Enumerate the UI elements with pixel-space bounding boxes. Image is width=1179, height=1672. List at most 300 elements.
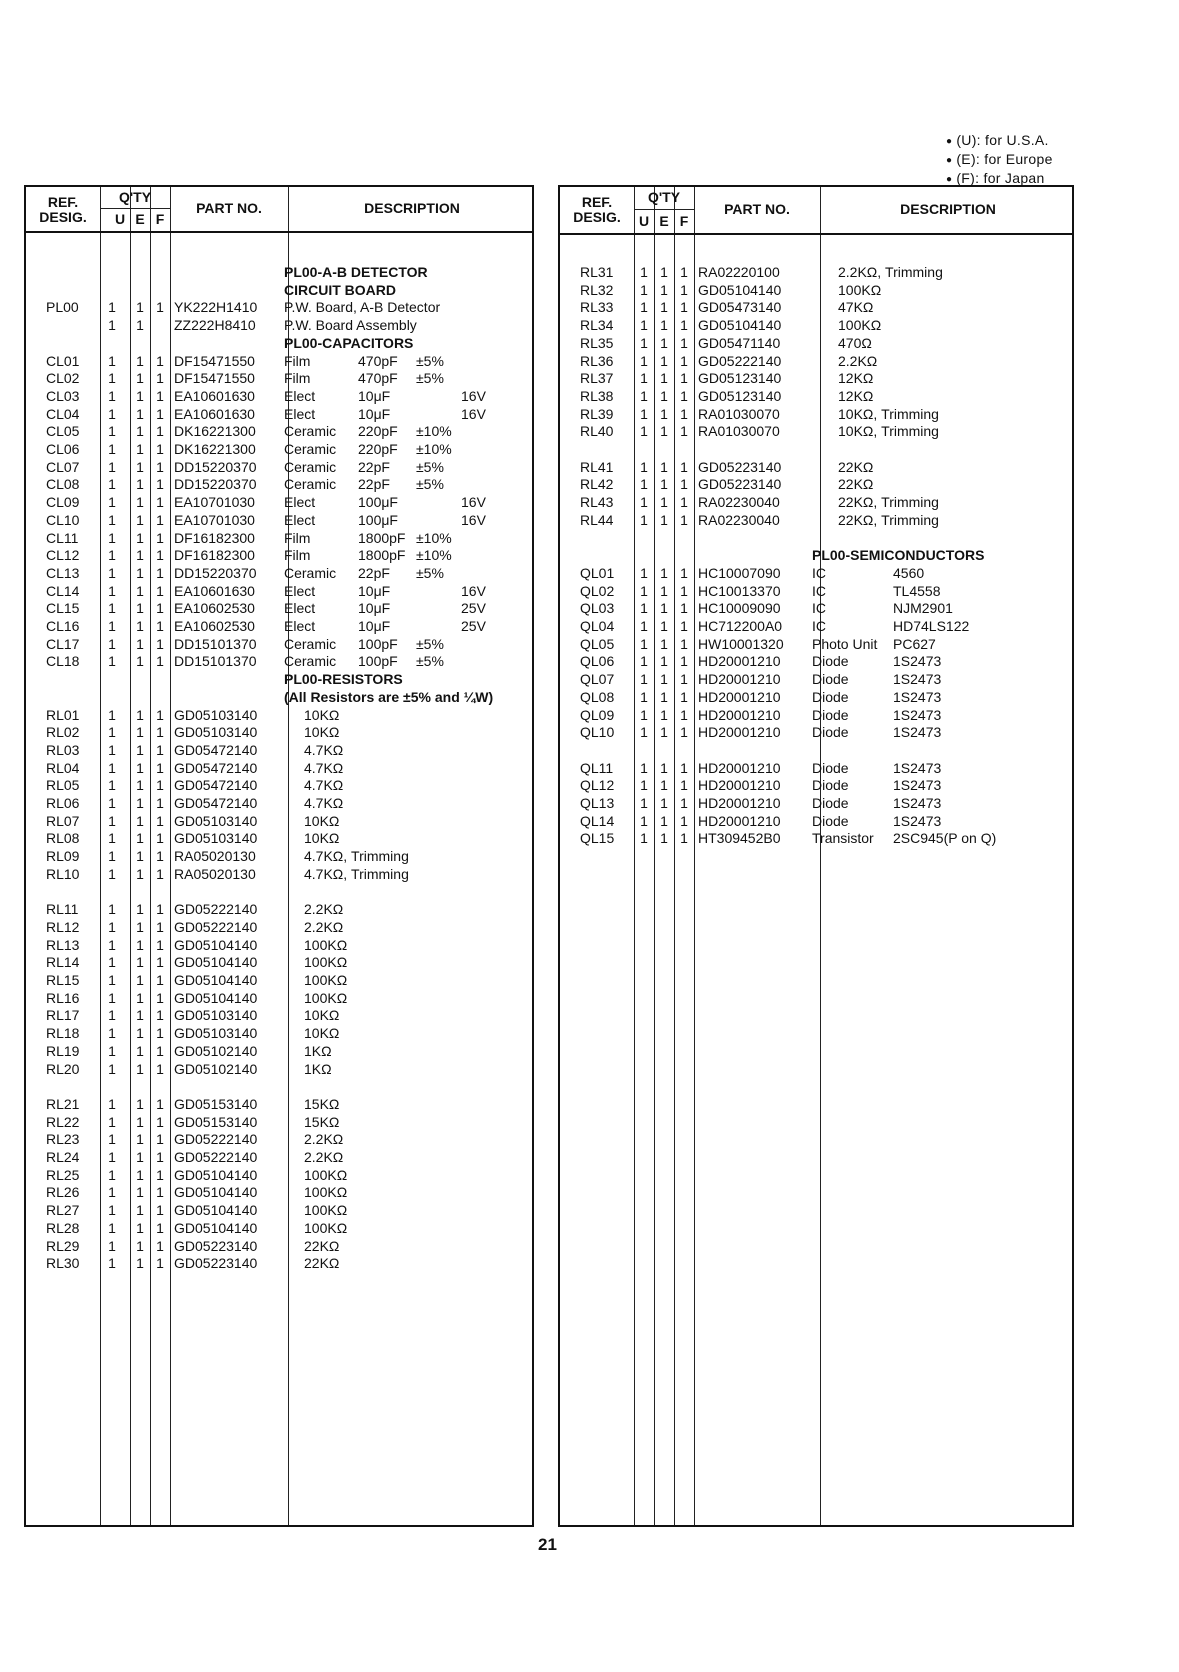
table-row xyxy=(26,883,532,901)
table-row xyxy=(26,759,532,777)
qty-u: 1 xyxy=(640,600,648,617)
header-description: DESCRIPTION xyxy=(900,201,996,217)
qty-f: 1 xyxy=(680,635,688,652)
qty-f: 1 xyxy=(156,494,164,511)
qty-u: 1 xyxy=(108,1131,116,1148)
table-row xyxy=(560,405,1072,423)
qty-f: 1 xyxy=(156,618,164,634)
description-value: 100KΩ xyxy=(304,1184,348,1201)
part-no: GD05223140 xyxy=(698,458,782,475)
ref-desig: RL27 xyxy=(46,1202,80,1219)
table-row xyxy=(560,582,1072,600)
ref-desig: QL11 xyxy=(580,759,614,776)
ref-desig: CL06 xyxy=(46,441,80,457)
qty-f: 1 xyxy=(680,724,688,741)
table-row xyxy=(560,369,1072,387)
ref-desig: QL10 xyxy=(580,724,615,741)
ref-desig: RL02 xyxy=(46,724,80,741)
description-type: IC xyxy=(812,600,826,617)
description-value: 100KΩ xyxy=(304,936,348,953)
table-row xyxy=(26,281,532,299)
qty-f: 1 xyxy=(156,476,164,493)
description-type: Photo Unit xyxy=(812,635,878,652)
header-e: E xyxy=(659,213,669,229)
description-value: 470pF xyxy=(358,370,398,387)
qty-f: 1 xyxy=(680,281,688,298)
description-value: 100KΩ xyxy=(304,1166,348,1183)
qty-f: 1 xyxy=(156,1237,164,1254)
qty-u: 1 xyxy=(640,281,648,298)
qty-u: 1 xyxy=(640,795,648,811)
description-value: 4.7KΩ xyxy=(304,759,344,776)
description-value: 47KΩ xyxy=(838,299,874,316)
qty-u: 1 xyxy=(640,299,648,316)
description-value: 4.7KΩ xyxy=(304,777,344,794)
legend-japan: ● (F): for Japan xyxy=(946,170,1053,189)
ref-desig: RL12 xyxy=(46,918,80,935)
ref-desig: PL00 xyxy=(46,299,79,316)
header-qty: Q'TY xyxy=(647,189,681,205)
qty-u: 1 xyxy=(108,1166,116,1183)
description-type: IC xyxy=(812,582,826,599)
ref-desig: RL13 xyxy=(46,936,80,953)
qty-f: 1 xyxy=(156,387,164,404)
table-row xyxy=(26,865,532,883)
qty-f: 1 xyxy=(680,812,688,829)
qty-e: 1 xyxy=(136,299,144,316)
ref-desig: RL29 xyxy=(46,1237,80,1254)
ref-desig: RL23 xyxy=(46,1131,80,1148)
qty-e: 1 xyxy=(660,352,668,369)
qty-e: 1 xyxy=(136,1202,144,1219)
table-row xyxy=(26,1095,532,1113)
ref-desig: CL09 xyxy=(46,494,80,511)
qty-f: 1 xyxy=(680,564,688,581)
qty-e: 1 xyxy=(136,848,144,865)
table-row xyxy=(26,1006,532,1024)
part-no: GD05103140 xyxy=(174,830,258,847)
qty-e: 1 xyxy=(660,387,668,404)
description-value: 12KΩ xyxy=(838,370,874,387)
section-heading: PL00-A-B DETECTOR xyxy=(284,264,428,280)
qty-e: 1 xyxy=(660,405,668,422)
ref-desig: RL34 xyxy=(580,317,614,334)
qty-f: 1 xyxy=(680,706,688,723)
description-value: 22KΩ, Trimming xyxy=(838,494,939,511)
table-row xyxy=(26,564,532,582)
table-row xyxy=(560,334,1072,352)
qty-e: 1 xyxy=(660,476,668,493)
header-u: U xyxy=(638,213,650,229)
ref-desig: QL08 xyxy=(580,688,615,705)
description-type: Elect xyxy=(284,600,316,617)
qty-f: 1 xyxy=(680,759,688,776)
table-row xyxy=(26,599,532,617)
part-no: GD05103140 xyxy=(174,706,258,723)
qty-f: 1 xyxy=(156,795,164,811)
part-no: HC10007090 xyxy=(698,564,781,581)
part-no: GD05104140 xyxy=(174,954,258,971)
header-u: U xyxy=(114,211,126,227)
ref-desig: RL20 xyxy=(46,1060,80,1077)
table-row xyxy=(560,617,1072,635)
qty-f: 1 xyxy=(156,1025,164,1042)
ref-desig: CL02 xyxy=(46,370,80,387)
qty-f: 1 xyxy=(680,423,688,440)
table-row xyxy=(26,1219,532,1237)
qty-f: 1 xyxy=(680,688,688,705)
table-row xyxy=(26,475,532,493)
qty-e: 1 xyxy=(660,653,668,670)
legend-europe: ● (E): for Europe xyxy=(946,151,1053,170)
description-type: Film xyxy=(284,547,311,564)
qty-e: 1 xyxy=(136,635,144,652)
table-row xyxy=(26,723,532,741)
table-row xyxy=(560,723,1072,741)
qty-u: 1 xyxy=(108,405,116,422)
qty-e: 1 xyxy=(136,1184,144,1201)
qty-f: 1 xyxy=(680,511,688,528)
ref-desig: RL40 xyxy=(580,423,614,440)
table-row xyxy=(560,599,1072,617)
table-row xyxy=(26,794,532,812)
ref-desig: QL04 xyxy=(580,618,615,634)
description-type: Film xyxy=(284,370,311,387)
qty-e: 1 xyxy=(136,954,144,971)
description-part: 1S2473 xyxy=(893,653,942,670)
part-no: HD20001210 xyxy=(698,724,781,741)
qty-e: 1 xyxy=(136,1255,144,1272)
table-row xyxy=(26,1042,532,1060)
description: P.W. Board Assembly xyxy=(284,317,417,334)
part-no: HC712200A0 xyxy=(698,618,783,634)
ref-desig: RL28 xyxy=(46,1219,80,1236)
region-legend xyxy=(946,132,1053,189)
part-no: GD05103140 xyxy=(174,1007,258,1024)
qty-e: 1 xyxy=(660,795,668,811)
table-row xyxy=(560,352,1072,370)
table-row xyxy=(26,316,532,334)
qty-f: 1 xyxy=(680,334,688,351)
qty-u: 1 xyxy=(108,1202,116,1219)
qty-f: 1 xyxy=(156,299,164,316)
qty-f: 1 xyxy=(156,405,164,422)
table-row xyxy=(26,511,532,529)
description-value: 2.2KΩ, Trimming xyxy=(838,264,943,280)
qty-u: 1 xyxy=(640,423,648,440)
part-no: GD05223140 xyxy=(174,1255,258,1272)
description-value: 22KΩ xyxy=(304,1237,340,1254)
qty-u: 1 xyxy=(108,547,116,564)
description-value: 22KΩ, Trimming xyxy=(838,511,939,528)
parts-table-left xyxy=(24,185,534,1527)
table-row xyxy=(26,582,532,600)
qty-f: 1 xyxy=(156,1131,164,1148)
qty-f: 1 xyxy=(156,865,164,882)
qty-u: 1 xyxy=(108,972,116,988)
qty-u: 1 xyxy=(640,830,648,847)
qty-u: 1 xyxy=(640,671,648,688)
qty-f: 1 xyxy=(156,600,164,617)
description-voltage: 25V xyxy=(461,618,486,634)
qty-u: 1 xyxy=(640,405,648,422)
qty-f: 1 xyxy=(156,458,164,475)
description-value: 100KΩ xyxy=(304,1202,348,1219)
table-row xyxy=(26,1201,532,1219)
description-value: 1800pF xyxy=(358,529,406,546)
ref-desig: RL35 xyxy=(580,334,614,351)
part-no: RA02230040 xyxy=(698,494,780,511)
description-type: Transistor xyxy=(812,830,874,847)
description: P.W. Board, A-B Detector xyxy=(284,299,441,316)
qty-u: 1 xyxy=(108,1219,116,1236)
ref-desig: CL12 xyxy=(46,547,80,564)
description-value: 10KΩ xyxy=(304,724,340,741)
qty-u: 1 xyxy=(108,441,116,457)
table-row xyxy=(26,812,532,830)
description-part: 1S2473 xyxy=(893,706,942,723)
qty-f: 1 xyxy=(156,1042,164,1059)
qty-u: 1 xyxy=(108,706,116,723)
qty-u: 1 xyxy=(640,370,648,387)
ref-desig: QL06 xyxy=(580,653,615,670)
part-no: HC10009090 xyxy=(698,600,781,617)
description-value: 100KΩ xyxy=(838,317,882,334)
part-no: GD05472140 xyxy=(174,777,258,794)
qty-f: 1 xyxy=(156,1149,164,1165)
description-voltage: 16V xyxy=(461,494,486,511)
part-no: RA05020130 xyxy=(174,865,256,882)
table-row xyxy=(26,422,532,440)
description-type: Elect xyxy=(284,405,316,422)
table-row xyxy=(26,1060,532,1078)
ref-desig: CL16 xyxy=(46,618,80,634)
description-value: 10KΩ xyxy=(304,830,340,847)
qty-e: 1 xyxy=(136,317,144,334)
table-row xyxy=(26,1183,532,1201)
table-row xyxy=(560,688,1072,706)
ref-desig: QL12 xyxy=(580,777,615,794)
ref-desig: RL38 xyxy=(580,387,614,404)
table-row xyxy=(26,529,532,547)
ref-desig: QL02 xyxy=(580,582,615,599)
qty-e: 1 xyxy=(660,724,668,741)
qty-e: 1 xyxy=(660,582,668,599)
part-no: EA10601630 xyxy=(174,387,255,404)
qty-e: 1 xyxy=(136,741,144,758)
qty-f: 1 xyxy=(156,972,164,988)
qty-e: 1 xyxy=(136,830,144,847)
table-row xyxy=(560,829,1072,847)
table-row xyxy=(560,759,1072,777)
part-no: DK16221300 xyxy=(174,441,256,457)
qty-u: 1 xyxy=(108,387,116,404)
part-no: HD20001210 xyxy=(698,706,781,723)
part-no: GD05472140 xyxy=(174,759,258,776)
ref-desig: RL14 xyxy=(46,954,80,971)
qty-u: 1 xyxy=(640,387,648,404)
description-type: IC xyxy=(812,564,826,581)
description-value: 15KΩ xyxy=(304,1095,340,1112)
description-type: Diode xyxy=(812,777,849,794)
description-voltage: 16V xyxy=(461,511,486,528)
qty-e: 1 xyxy=(660,299,668,316)
part-no: HT309452B0 xyxy=(698,830,781,847)
section-heading: PL00-SEMICONDUCTORS xyxy=(812,547,985,564)
qty-f: 1 xyxy=(156,423,164,440)
part-no: DK16221300 xyxy=(174,423,256,440)
header-part-no: PART NO. xyxy=(724,201,790,217)
qty-u: 1 xyxy=(108,918,116,935)
description-value: 10KΩ xyxy=(304,706,340,723)
qty-e: 1 xyxy=(136,918,144,935)
description-value: 10KΩ xyxy=(304,812,340,829)
table-row xyxy=(26,440,532,458)
description-tolerance: ±5% xyxy=(416,564,444,581)
qty-e: 1 xyxy=(136,352,144,369)
qty-e: 1 xyxy=(136,387,144,404)
description-type: Diode xyxy=(812,706,849,723)
description-tolerance: ±10% xyxy=(416,529,452,546)
table-row xyxy=(26,458,532,476)
qty-u: 1 xyxy=(108,476,116,493)
qty-f: 1 xyxy=(156,1184,164,1201)
ref-desig: RL07 xyxy=(46,812,80,829)
part-no: DD15220370 xyxy=(174,476,257,493)
qty-e: 1 xyxy=(660,264,668,280)
qty-e: 1 xyxy=(136,989,144,1006)
qty-f: 1 xyxy=(680,671,688,688)
qty-e: 1 xyxy=(136,1149,144,1165)
description-value: 4.7KΩ xyxy=(304,795,344,811)
qty-f: 1 xyxy=(156,848,164,865)
header-ref: REF. DESIG. xyxy=(573,194,621,225)
qty-e: 1 xyxy=(136,865,144,882)
qty-f: 1 xyxy=(156,511,164,528)
table-row xyxy=(26,847,532,865)
qty-e: 1 xyxy=(136,812,144,829)
qty-f: 1 xyxy=(156,936,164,953)
table-row xyxy=(560,387,1072,405)
qty-f: 1 xyxy=(156,635,164,652)
qty-f: 1 xyxy=(156,1219,164,1236)
description-value: 10KΩ xyxy=(304,1025,340,1042)
part-no: DF16182300 xyxy=(174,547,255,564)
part-no: GD05153140 xyxy=(174,1095,258,1112)
ref-desig: RL21 xyxy=(46,1095,80,1112)
description-value: 22KΩ xyxy=(304,1255,340,1272)
part-no: GD05104140 xyxy=(174,1184,258,1201)
description-tolerance: ±10% xyxy=(416,423,452,440)
description-value: 22pF xyxy=(358,458,390,475)
table-row xyxy=(560,458,1072,476)
description-value: 100μF xyxy=(358,494,398,511)
description-part: 1S2473 xyxy=(893,759,942,776)
table-row xyxy=(26,1113,532,1131)
part-no: EA10602530 xyxy=(174,618,255,634)
description-value: 470pF xyxy=(358,352,398,369)
qty-u: 1 xyxy=(108,795,116,811)
header-part-no: PART NO. xyxy=(196,200,262,216)
qty-e: 1 xyxy=(136,564,144,581)
table-row xyxy=(26,405,532,423)
description-value: 10KΩ, Trimming xyxy=(838,423,939,440)
qty-f: 1 xyxy=(680,299,688,316)
table-row xyxy=(560,652,1072,670)
qty-u: 1 xyxy=(640,724,648,741)
ref-desig: RL11 xyxy=(46,901,79,918)
qty-u: 1 xyxy=(108,777,116,794)
description-type: Elect xyxy=(284,511,316,528)
header-qty: Q'TY xyxy=(118,189,152,205)
table-row xyxy=(26,971,532,989)
qty-u: 1 xyxy=(108,1184,116,1201)
qty-u: 1 xyxy=(108,494,116,511)
qty-f: 1 xyxy=(680,777,688,794)
part-no: RA01030070 xyxy=(698,423,780,440)
qty-f: 1 xyxy=(156,1095,164,1112)
qty-e: 1 xyxy=(136,1025,144,1042)
table-row xyxy=(26,741,532,759)
ref-desig: CL13 xyxy=(46,564,80,581)
qty-u: 1 xyxy=(108,1060,116,1077)
part-no: HD20001210 xyxy=(698,671,781,688)
qty-u: 1 xyxy=(640,264,648,280)
qty-u: 1 xyxy=(108,865,116,882)
part-no: GD05222140 xyxy=(174,1149,258,1165)
part-no: GD05471140 xyxy=(698,334,781,351)
description-value: 10μF xyxy=(358,618,391,634)
ref-desig: CL10 xyxy=(46,511,80,528)
ref-desig: RL33 xyxy=(580,299,614,316)
qty-f: 1 xyxy=(156,1007,164,1024)
qty-u: 1 xyxy=(108,458,116,475)
qty-u: 1 xyxy=(640,759,648,776)
description-part: 1S2473 xyxy=(893,724,942,741)
qty-u: 1 xyxy=(108,1095,116,1112)
qty-u: 1 xyxy=(640,352,648,369)
ref-desig: RL37 xyxy=(580,370,614,387)
qty-e: 1 xyxy=(136,582,144,599)
description-type: Ceramic xyxy=(284,564,337,581)
qty-e: 1 xyxy=(136,1219,144,1236)
qty-f: 1 xyxy=(156,830,164,847)
qty-e: 1 xyxy=(660,370,668,387)
part-no: GD05473140 xyxy=(698,299,782,316)
table-row xyxy=(26,918,532,936)
part-no: GD05104140 xyxy=(174,1202,258,1219)
qty-f: 1 xyxy=(680,476,688,493)
qty-f: 1 xyxy=(680,618,688,634)
description-value: 22pF xyxy=(358,564,390,581)
description-part: PC627 xyxy=(893,635,936,652)
qty-e: 1 xyxy=(660,423,668,440)
part-no: HD20001210 xyxy=(698,688,781,705)
description-value: 10KΩ, Trimming xyxy=(838,405,939,422)
qty-e: 1 xyxy=(136,370,144,387)
table-row xyxy=(26,1254,532,1272)
qty-e: 1 xyxy=(660,511,668,528)
part-no: GD05223140 xyxy=(698,476,782,493)
description-value: 15KΩ xyxy=(304,1113,340,1130)
table-row xyxy=(26,1237,532,1255)
qty-f: 1 xyxy=(156,1060,164,1077)
qty-u: 1 xyxy=(108,724,116,741)
description-type: Film xyxy=(284,529,311,546)
table-row xyxy=(560,564,1072,582)
description-value: 470Ω xyxy=(838,334,872,351)
qty-f: 1 xyxy=(156,370,164,387)
